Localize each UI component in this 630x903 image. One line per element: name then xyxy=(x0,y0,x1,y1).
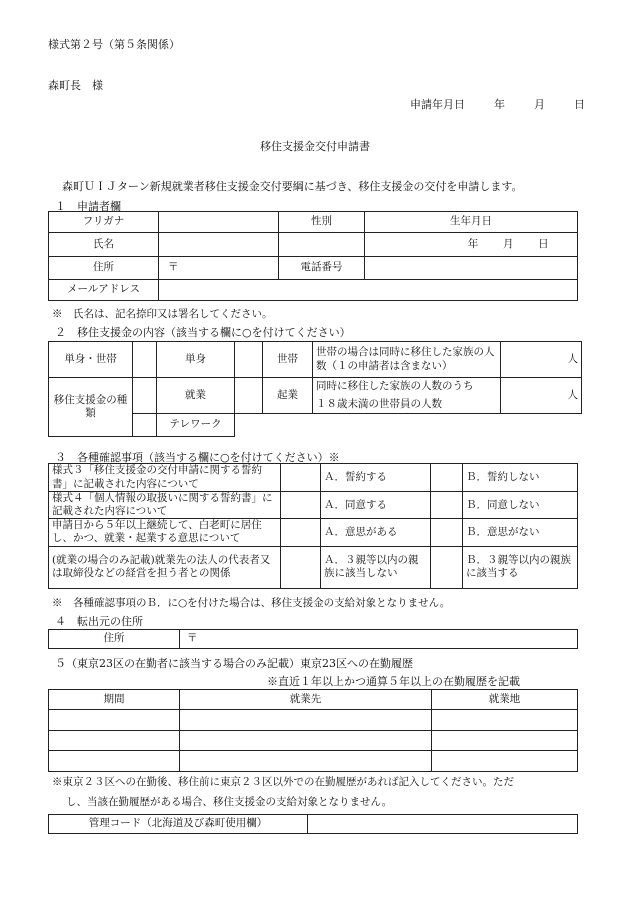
minors-count-cell[interactable] xyxy=(501,378,582,414)
single-mark-cell[interactable] xyxy=(133,342,157,378)
phone-input[interactable] xyxy=(368,261,574,273)
confirm-b-mark[interactable] xyxy=(431,492,463,519)
application-date-day: 日 xyxy=(574,98,585,111)
confirm-a: Ａ．３親等以内の親族に該当しない xyxy=(321,546,431,588)
employment-mark-cell[interactable] xyxy=(133,378,157,414)
address-label: 住所 xyxy=(49,257,159,280)
column-header-workplace: 就業地 xyxy=(432,690,578,710)
confirm-a-mark[interactable] xyxy=(281,464,321,492)
furigana-input[interactable] xyxy=(162,215,275,227)
section5-note-line1: ※東京２３区への在勤後、移住前に東京２３区以外での在勤履歴があれば記入してください。ただ xyxy=(52,776,514,788)
confirm-a: Ａ．意思がある xyxy=(321,519,431,546)
household-count-unit: 人 xyxy=(567,352,578,365)
application-date-month: 月 xyxy=(534,98,545,111)
household-mark-cell[interactable] xyxy=(235,342,263,378)
application-date-year: 年 xyxy=(494,98,505,111)
minors-desc-line2: １８歳未満の世帯員の人数 xyxy=(316,397,442,410)
birth-year-label: 年 xyxy=(467,237,479,250)
application-date-label: 申請年月日 xyxy=(410,98,465,111)
postal-mark: 〒 xyxy=(168,261,179,274)
workplace-cell[interactable] xyxy=(432,731,578,751)
section5-subnote: ※直近１年以上かつ通算５年以上の在勤履歴を記載 xyxy=(267,675,520,688)
birthdate-field[interactable] xyxy=(365,233,578,257)
confirm-a: Ａ．誓約する xyxy=(321,464,431,492)
confirm-b: Ｂ．同意しない xyxy=(463,492,578,519)
email-field[interactable] xyxy=(159,280,578,301)
section5-heading: ５（東京23区の在勤者に該当する場合のみ記載）東京23区への在勤履歴 xyxy=(55,657,413,670)
confirm-item: 申請日から５年以上継続して、白老町に居住し、かつ、就業・起業する意思について xyxy=(49,519,281,546)
confirm-b: Ｂ．誓約しない xyxy=(463,464,578,492)
startup-label: 起業 xyxy=(263,378,313,414)
confirm-item: (就業の場合のみ記載)就業先の法人の代表者又は取締役などの経営を担う者との関係 xyxy=(49,546,281,588)
birth-month-label: 月 xyxy=(502,237,514,250)
minors-desc-line1: 同時に移住した家族の人数のうち xyxy=(316,380,474,393)
period-cell[interactable] xyxy=(49,710,180,731)
address-field[interactable] xyxy=(159,257,279,280)
confirm-b-mark[interactable] xyxy=(431,464,463,492)
confirm-item: 様式３「移住支援金の交付申請に関する誓約書」に記載された内容について xyxy=(49,464,281,492)
confirm-a-mark[interactable] xyxy=(281,492,321,519)
section2-heading: ２ 移住支援金の内容（該当する欄に○を付けてください） xyxy=(55,326,351,339)
admin-code-label: 管理コード（北海道及び森町使用欄） xyxy=(49,815,308,834)
household-count-cell[interactable] xyxy=(501,342,582,378)
telework-label: テレワーク xyxy=(157,414,235,437)
startup-mark-cell[interactable] xyxy=(235,378,263,414)
period-cell[interactable] xyxy=(49,731,180,751)
workplace-cell[interactable] xyxy=(432,710,578,731)
section5-note-line2: し、当該在勤履歴がある場合、移住支援金の支給対象となりません。 xyxy=(66,796,393,808)
addressee: 森町長 様 xyxy=(48,79,103,92)
confirm-b: Ｂ．３親等以内の親族に該当する xyxy=(463,546,578,588)
postal-mark: 〒 xyxy=(187,632,198,645)
column-header-employer: 就業先 xyxy=(180,690,432,710)
section3-note: ※ 各種確認事項のＢ．に○を付けた場合は、移住支援金の支給対象となりません。 xyxy=(52,597,451,609)
name-label: 氏名 xyxy=(49,233,159,257)
gender-field[interactable] xyxy=(279,233,365,257)
furigana-field[interactable] xyxy=(159,212,279,233)
name-field[interactable] xyxy=(159,233,279,257)
admin-code-field[interactable] xyxy=(308,815,578,834)
minors-count-unit: 人 xyxy=(567,388,578,401)
section3-heading: ３ 各種確認事項（該当する欄に○を付けてください）※ xyxy=(55,451,340,464)
period-cell[interactable] xyxy=(49,751,180,772)
employer-cell[interactable] xyxy=(180,751,432,772)
section1-note: ※ 氏名は、記名捺印又は署名してください。 xyxy=(52,308,273,320)
birth-day-label: 日 xyxy=(538,237,549,250)
confirm-b-mark[interactable] xyxy=(431,519,463,546)
column-header-period: 期間 xyxy=(49,690,180,710)
phone-label: 電話番号 xyxy=(279,257,365,280)
work-history-table xyxy=(48,689,578,772)
section1-heading: １ 申請者欄 xyxy=(55,200,121,213)
household-desc: 世帯の場合は同時に移住した家族の人数（１の申請者は含まない） xyxy=(313,342,501,378)
confirm-a-mark[interactable] xyxy=(281,519,321,546)
section4-heading: ４ 転出元の住所 xyxy=(55,615,143,628)
phone-field[interactable] xyxy=(365,257,578,280)
support-type-label: 移住支援金の種類 xyxy=(49,378,133,437)
furigana-label: フリガナ xyxy=(49,212,159,233)
gender-label: 性別 xyxy=(279,212,365,233)
previous-address-field[interactable] xyxy=(180,630,578,649)
single-label: 単身 xyxy=(157,342,235,378)
confirm-b: Ｂ．意思がない xyxy=(463,519,578,546)
applicant-table xyxy=(48,211,578,301)
employer-cell[interactable] xyxy=(180,710,432,731)
confirmation-table xyxy=(48,463,578,589)
telework-mark-cell[interactable] xyxy=(133,414,157,437)
household-label: 世帯 xyxy=(263,342,313,378)
email-label: メールアドレス xyxy=(49,280,159,301)
intro-text: 森町ＵＩＪターン新規就業者移住支援金交付要綱に基づき、移住支援金の交付を申請します。 xyxy=(62,180,523,193)
application-date xyxy=(410,96,585,112)
email-input[interactable] xyxy=(162,283,574,295)
confirm-b-mark[interactable] xyxy=(431,546,463,588)
confirm-a-mark[interactable] xyxy=(281,546,321,588)
name-input[interactable] xyxy=(162,238,275,250)
confirm-item: 様式４「個人情報の取扱いに関する誓約書」に記載された内容について xyxy=(49,492,281,519)
support-content-table xyxy=(48,341,582,437)
minors-desc xyxy=(313,378,501,414)
confirm-a: Ａ．同意する xyxy=(321,492,431,519)
workplace-cell[interactable] xyxy=(432,751,578,772)
single-household-label: 単身・世帯 xyxy=(49,342,133,378)
gender-input[interactable] xyxy=(282,238,361,250)
previous-address-table xyxy=(48,629,578,649)
previous-address-label: 住所 xyxy=(49,630,180,649)
admin-code-table xyxy=(48,814,578,834)
form-number: 様式第２号（第５条関係） xyxy=(48,38,180,51)
birthdate-label: 生年月日 xyxy=(365,212,578,233)
employer-cell[interactable] xyxy=(180,731,432,751)
employment-label: 就業 xyxy=(157,378,235,414)
page-title: 移住支援金交付申請書 xyxy=(260,140,370,153)
